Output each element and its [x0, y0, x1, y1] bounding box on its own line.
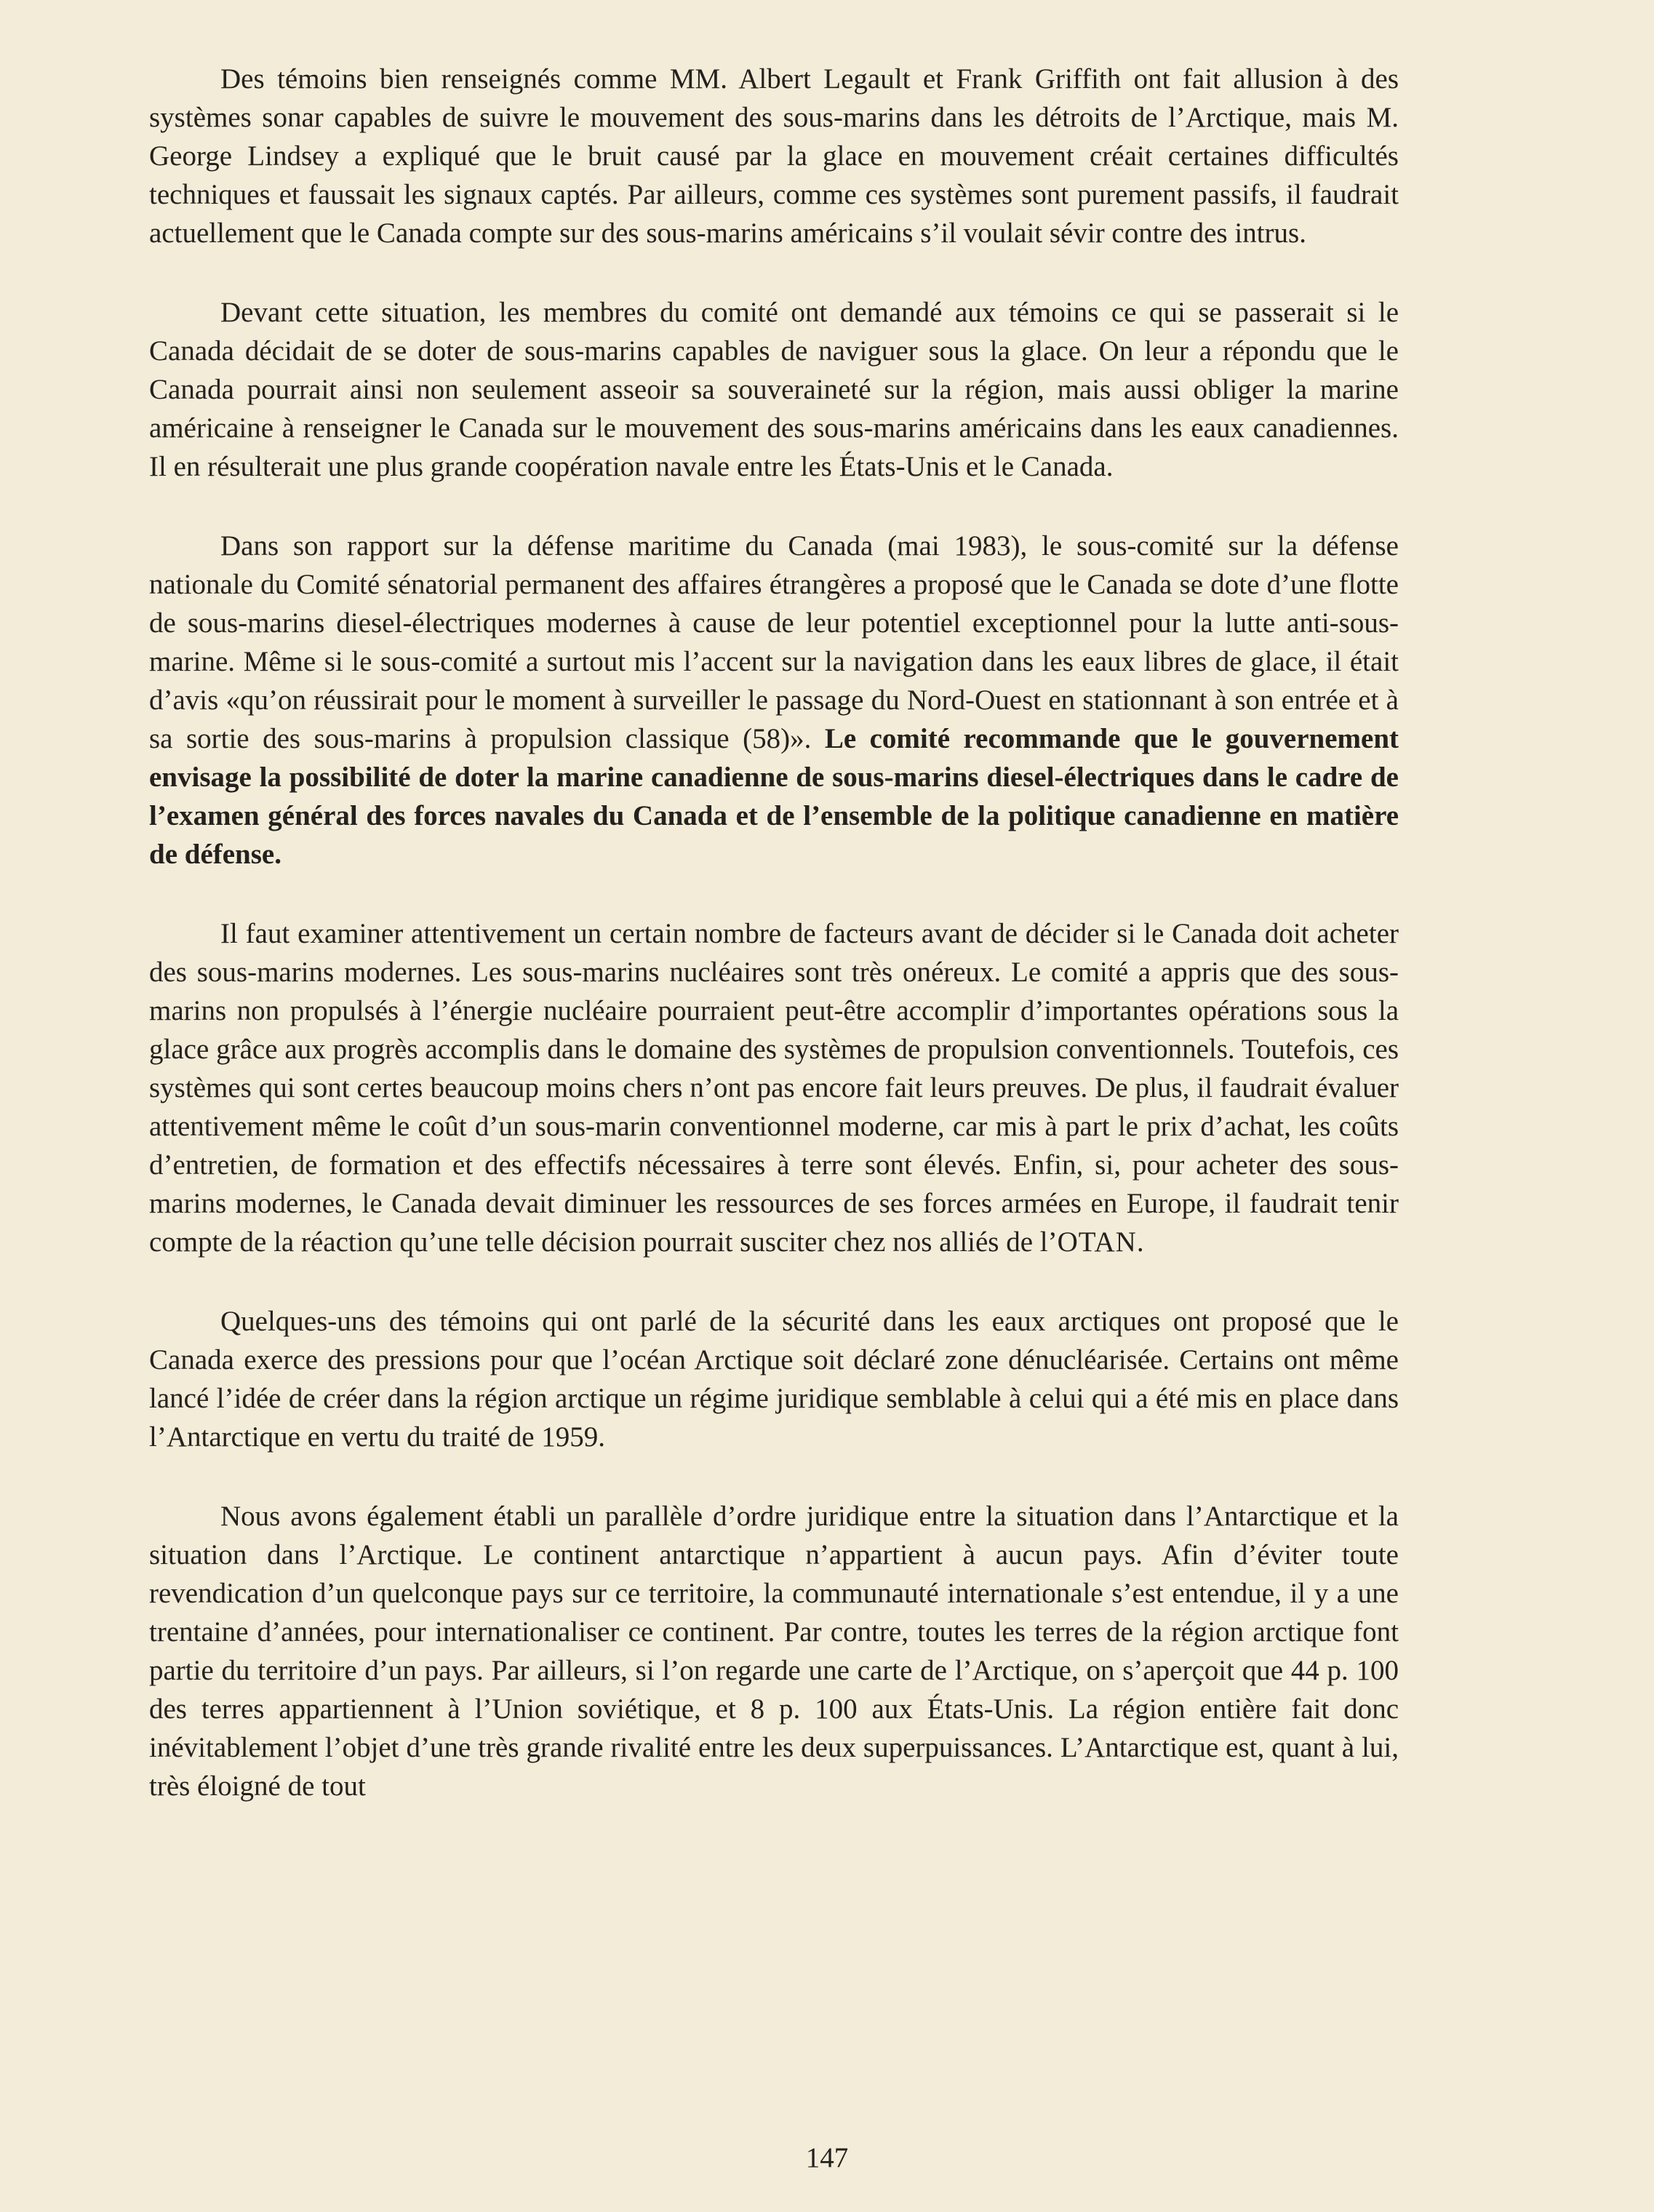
paragraph-6 — [149, 1497, 1399, 1805]
paragraph-text: Des témoins bien renseignés comme MM. Albert Legault et Frank Griffith ont fait allusion à des systèmes sonar capables de suivre le mouvement des sous-marins dans les détroits de l’Arctique, mais M. George Lindsey a expliqué que le bruit causé par la glace en mouvement créait certaines difficultés techniques et faussait les signaux captés. Par ailleurs, comme ces systèmes sont purement passifs, il faudrait actuellement que le Canada compte sur des sous-marins américains s’il voulait sévir contre des intrus. — [149, 63, 1399, 249]
page-number: 147 — [805, 2142, 849, 2173]
committee-recommendation: Le comité recommande que le gouvernement envisage la possibilité de doter la marine canadienne de sous-marins diesel-électriques dans le cadre de l’examen général des forces navales du Canada et de l’ensemble de la politique canadienne en matière de défense. — [149, 723, 1399, 870]
paragraph-text: Il faut examiner attentivement un certain nombre de facteurs avant de décider si le Canada doit acheter des sous-marins modernes. Les sous-marins nucléaires sont très onéreux. Le comité a appris que des sous-marins non propulsés à l’énergie nucléaire pourraient peut-être accomplir d’importantes opérations sous la glace grâce aux progrès accomplis dans le domaine des systèmes de propulsion conventionnels. Toutefois, ces systèmes qui sont certes beaucoup moins chers n’ont pas encore fait leurs preuves. De plus, il faudrait évaluer attentivement même le coût d’un sous-marin conventionnel moderne, car mis à part le prix d’achat, les coûts d’entretien, de formation et des effectifs nécessaires à terre sont élevés. Enfin, si, pour acheter des sous-marins modernes, le Canada devait diminuer les ressources de ses forces armées en Europe, il faudrait tenir compte de la réaction qu’une telle décision pourrait susciter chez nos alliés de l’ — [149, 918, 1399, 1258]
paragraph-4 — [149, 914, 1399, 1261]
paragraph-text: Nous avons également établi un parallèle d’ordre juridique entre la situation dans l’Antarctique et la situation dans l’Arctique. Le continent antarctique n’appartient à aucun pays. Afin d’éviter toute revendication d’un quelconque pays sur ce territoire, la communauté internationale s’est entendue, il y a une trentaine d’années, pour internationaliser ce continent. Par contre, toutes les terres de la région arctique font partie du territoire d’un pays. Par ailleurs, si l’on regarde une carte de l’Arctique, on s’aperçoit que 44 p. 100 des terres appartiennent à l’Union soviétique, et 8 p. 100 aux États-Unis. La région entière fait donc inévitablement l’objet d’une très grande rivalité entre les deux superpuissances. L’Antarctique est, quant à lui, très éloigné de tout — [149, 1501, 1399, 1802]
page-body — [149, 60, 1399, 1805]
paragraph-text: Quelques-uns des témoins qui ont parlé de la sécurité dans les eaux arctiques ont proposé que le Canada exerce des pressions pour que l’océan Arctique soit déclaré zone dénucléarisée. Certains ont même lancé l’idée de créer dans la région arctique un régime juridique semblable à celui qui a été mis en place dans l’Antarctique en vertu du traité de 1959. — [149, 1306, 1399, 1453]
paragraph-text: Devant cette situation, les membres du comité ont demandé aux témoins ce qui se passerait si le Canada décidait de se doter de sous-marins capables de naviguer sous la glace. On leur a répondu que le Canada pourrait ainsi non seulement asseoir sa souveraineté sur la région, mais aussi obliger la marine américaine à renseigner le Canada sur le mouvement des sous-marins américains dans les eaux canadiennes. Il en résulterait une plus grande coopération navale entre les États-Unis et le Canada. — [149, 297, 1399, 482]
paragraph-5 — [149, 1302, 1399, 1456]
paragraph-1 — [149, 60, 1399, 252]
paragraph-text: Dans son rapport sur la défense maritime du Canada (mai 1983), le sous-comité sur la défense nationale du Comité sénatorial permanent des affaires étrangères a proposé que le Canada se dote d’une flotte de sous-marins diesel-électriques modernes à cause de leur potentiel exceptionnel pour la lutte anti-sous-marine. Même si le sous-comité a surtout mis l’accent sur la navigation dans les eaux libres de glace, il était d’avis «qu’on réussirait pour le moment à surveiller le passage du Nord-Ouest en stationnant à son entrée et à sa sortie des sous-marins à propulsion classique (58)». — [149, 530, 1399, 754]
paragraph-3 — [149, 527, 1399, 874]
acronym-otan: OTAN — [1057, 1226, 1137, 1258]
paragraph-end: . — [1136, 1226, 1144, 1258]
paragraph-2 — [149, 293, 1399, 486]
